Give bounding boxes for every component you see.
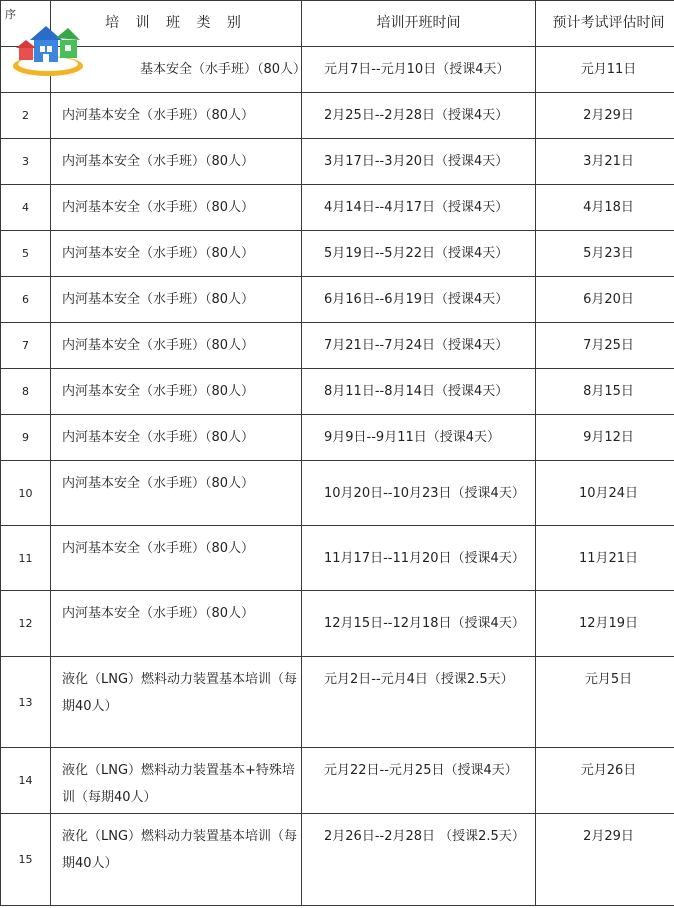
header-name: 培 训 班 类 别 bbox=[51, 1, 302, 47]
row-exam: 元月11日 bbox=[536, 47, 674, 93]
row-time: 3月17日--3月20日（授课4天） bbox=[302, 139, 536, 185]
row-time: 元月2日--元月4日（授课2.5天） bbox=[302, 657, 536, 748]
row-no: 9 bbox=[1, 415, 51, 461]
row-exam: 3月21日 bbox=[536, 139, 674, 185]
row-name: 内河基本安全（水手班）（80人） bbox=[51, 139, 302, 185]
row-exam: 元月5日 bbox=[536, 657, 674, 748]
row-time: 2月25日--2月28日（授课4天） bbox=[302, 93, 536, 139]
header-time: 培训开班时间 bbox=[302, 1, 536, 47]
row-no: 10 bbox=[1, 461, 51, 526]
row-time: 10月20日--10月23日（授课4天） bbox=[302, 461, 536, 526]
row-name: 液化（LNG）燃料动力装置基本培训（每期40人） bbox=[51, 814, 302, 906]
row-exam: 12月19日 bbox=[536, 591, 674, 657]
row-exam: 9月12日 bbox=[536, 415, 674, 461]
table-row bbox=[1, 461, 674, 526]
row-time: 4月14日--4月17日（授课4天） bbox=[302, 185, 536, 231]
row-name: 内河基本安全（水手班）（80人） bbox=[51, 323, 302, 369]
row-no: 3 bbox=[1, 139, 51, 185]
row-time: 11月17日--11月20日（授课4天） bbox=[302, 526, 536, 591]
table-row bbox=[1, 231, 674, 277]
row-exam: 2月29日 bbox=[536, 814, 674, 906]
row-time: 元月7日--元月10日（授课4天） bbox=[302, 47, 536, 93]
row-no: 7 bbox=[1, 323, 51, 369]
row-no: 13 bbox=[1, 657, 51, 748]
table-row bbox=[1, 139, 674, 185]
row-time: 8月11日--8月14日（授课4天） bbox=[302, 369, 536, 415]
row-name: 内河基本安全（水手班）（80人） bbox=[51, 277, 302, 323]
row-time: 7月21日--7月24日（授课4天） bbox=[302, 323, 536, 369]
row-time: 6月16日--6月19日（授课4天） bbox=[302, 277, 536, 323]
header-exam: 预计考试评估时间 bbox=[536, 1, 674, 47]
row-exam: 5月23日 bbox=[536, 231, 674, 277]
row-exam: 7月25日 bbox=[536, 323, 674, 369]
table-row bbox=[1, 814, 674, 906]
row-exam: 4月18日 bbox=[536, 185, 674, 231]
row-exam: 10月24日 bbox=[536, 461, 674, 526]
row-name: 内河基本安全（水手班）（80人） bbox=[51, 591, 302, 657]
table-row bbox=[1, 185, 674, 231]
row-exam: 2月29日 bbox=[536, 93, 674, 139]
row-no: 11 bbox=[1, 526, 51, 591]
row-time: 元月22日--元月25日（授课4天） bbox=[302, 748, 536, 814]
table-row bbox=[1, 657, 674, 748]
row-name: 内河基本安全（水手班）（80人） bbox=[51, 369, 302, 415]
table-row bbox=[1, 277, 674, 323]
row-exam: 元月26日 bbox=[536, 748, 674, 814]
table-row bbox=[1, 47, 674, 93]
row-no: 12 bbox=[1, 591, 51, 657]
header-row bbox=[1, 1, 674, 47]
table-row bbox=[1, 526, 674, 591]
row-no: 2 bbox=[1, 93, 51, 139]
house-logo-icon bbox=[10, 18, 90, 80]
row-name: 内河基本安全（水手班）（80人） bbox=[51, 415, 302, 461]
row-time: 12月15日--12月18日（授课4天） bbox=[302, 591, 536, 657]
row-time: 9月9日--9月11日（授课4天） bbox=[302, 415, 536, 461]
row-time: 5月19日--5月22日（授课4天） bbox=[302, 231, 536, 277]
row-name: 基本安全（水手班）（80人） bbox=[140, 62, 307, 77]
row-name: 内河基本安全（水手班）（80人） bbox=[51, 461, 302, 526]
row-no: 15 bbox=[1, 814, 51, 906]
row-no: 6 bbox=[1, 277, 51, 323]
table-row bbox=[1, 323, 674, 369]
row-name: 液化（LNG）燃料动力装置基本培训（每期40人） bbox=[51, 657, 302, 748]
row-name: 内河基本安全（水手班）（80人） bbox=[51, 526, 302, 591]
row-no: 4 bbox=[1, 185, 51, 231]
row-name: 液化（LNG）燃料动力装置基本+特殊培训（每期40人） bbox=[51, 748, 302, 814]
row-no: 5 bbox=[1, 231, 51, 277]
row-name: 内河基本安全（水手班）（80人） bbox=[51, 231, 302, 277]
row-name: 内河基本安全（水手班）（80人） bbox=[51, 93, 302, 139]
table-row bbox=[1, 748, 674, 814]
table-row bbox=[1, 369, 674, 415]
table-row bbox=[1, 415, 674, 461]
header-no: 序 bbox=[1, 1, 51, 47]
table-row bbox=[1, 93, 674, 139]
row-name: 内河基本安全（水手班）（80人） bbox=[51, 185, 302, 231]
row-exam: 8月15日 bbox=[536, 369, 674, 415]
table-row bbox=[1, 591, 674, 657]
row-no: 14 bbox=[1, 748, 51, 814]
row-exam: 6月20日 bbox=[536, 277, 674, 323]
row-no: 8 bbox=[1, 369, 51, 415]
row-time: 2月26日--2月28日 （授课2.5天） bbox=[302, 814, 536, 906]
row-exam: 11月21日 bbox=[536, 526, 674, 591]
